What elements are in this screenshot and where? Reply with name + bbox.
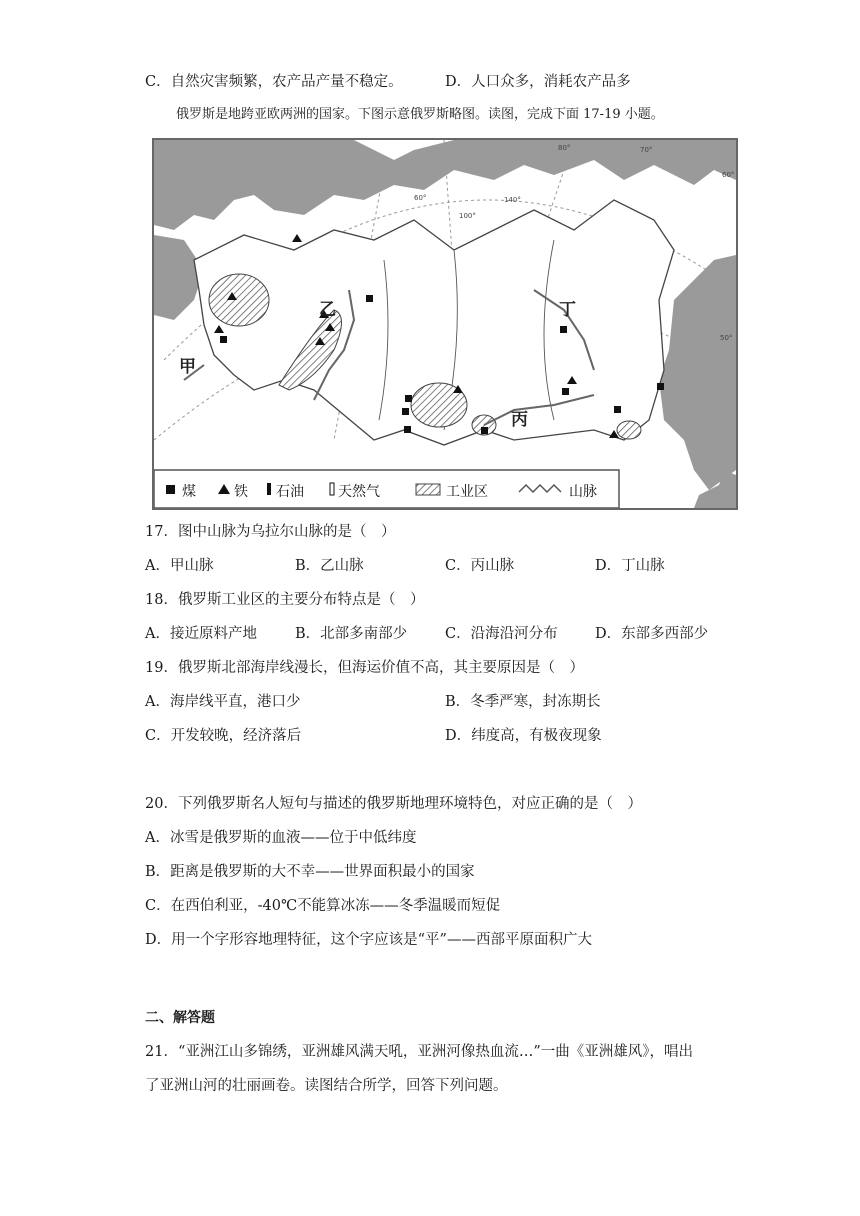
question-20-option-c[interactable]: C．在西伯利亚，-40℃不能算冰冻——冬季温暖而短促 — [145, 898, 501, 914]
question-21-line2: 了亚洲山河的壮丽画卷。读图结合所学，回答下列问题。 — [145, 1078, 508, 1094]
region-label-ding: 丁 — [559, 300, 576, 320]
legend-iron: 铁 — [234, 484, 248, 500]
legend-oil: 石油 — [276, 484, 304, 500]
region-label-yi: 乙 — [319, 300, 336, 320]
question-20-option-d[interactable]: D．用一个字形容地理特征，这个字应该是“平”——西部平原面积广大 — [145, 932, 592, 948]
question-17-option-c[interactable]: C．丙山脉 — [445, 558, 515, 574]
coord-label: 80° — [558, 144, 571, 152]
question-18-option-b[interactable]: B．北部多南部少 — [295, 626, 408, 642]
coord-label: 50° — [720, 334, 733, 342]
section-title: 二、解答题 — [145, 1010, 215, 1026]
question-20-stem: 20．下列俄罗斯名人短句与描述的俄罗斯地理环境特色，对应正确的是（ ） — [145, 796, 642, 812]
legend-coal: 煤 — [182, 484, 196, 500]
question-19-option-c[interactable]: C．开发较晚，经济落后 — [145, 728, 302, 744]
question-18-option-c[interactable]: C．沿海沿河分布 — [445, 626, 558, 642]
coord-label: 60° — [722, 171, 735, 179]
question-18-stem: 18．俄罗斯工业区的主要分布特点是（ ） — [145, 592, 425, 608]
question-19-option-b[interactable]: B．冬季严寒，封冻期长 — [445, 694, 601, 710]
russia-map — [152, 138, 738, 510]
region-label-bing: 丙 — [511, 410, 528, 430]
question-17-stem: 17．图中山脉为乌拉尔山脉的是（ ） — [145, 524, 396, 540]
intro-text: 俄罗斯是地跨亚欧两洲的国家。下图示意俄罗斯略图。读图，完成下面 17-19 小题。 — [176, 107, 664, 122]
question-18-option-d[interactable]: D．东部多西部少 — [595, 626, 709, 642]
question-20-option-b[interactable]: B．距离是俄罗斯的大不幸——世界面积最小的国家 — [145, 864, 475, 880]
coord-label: 60° — [414, 194, 427, 202]
question-19-option-d[interactable]: D．纬度高，有极夜现象 — [445, 728, 602, 744]
legend-industrial: 工业区 — [446, 484, 488, 500]
prev-option-d: D．人口众多，消耗农产品多 — [445, 74, 631, 90]
coord-label: 100° — [459, 212, 476, 220]
question-19-stem: 19．俄罗斯北部海岸线漫长，但海运价值不高，其主要原因是（ ） — [145, 660, 584, 676]
question-18-option-a[interactable]: A．接近原料产地 — [145, 626, 257, 642]
question-20-option-a[interactable]: A．冰雪是俄罗斯的血液——位于中低纬度 — [145, 830, 417, 846]
question-17-option-b[interactable]: B．乙山脉 — [295, 558, 364, 574]
coord-label: 70° — [640, 146, 653, 154]
question-17-option-d[interactable]: D．丁山脉 — [595, 558, 665, 574]
coord-label: 140° — [504, 196, 521, 204]
legend-mountain: 山脉 — [569, 484, 597, 500]
prev-option-c: C．自然灾害频繁，农产品产量不稳定。 — [145, 74, 403, 90]
question-19-option-a[interactable]: A．海岸线平直，港口少 — [145, 694, 301, 710]
region-label-jia: 甲 — [179, 357, 196, 377]
legend-gas: 天然气 — [338, 484, 380, 500]
question-21-line1: 21．“亚洲江山多锦绣，亚洲雄风满天吼，亚洲河像热血流…”一曲《亚洲雄风》，唱出 — [145, 1044, 694, 1060]
question-17-option-a[interactable]: A．甲山脉 — [145, 558, 214, 574]
